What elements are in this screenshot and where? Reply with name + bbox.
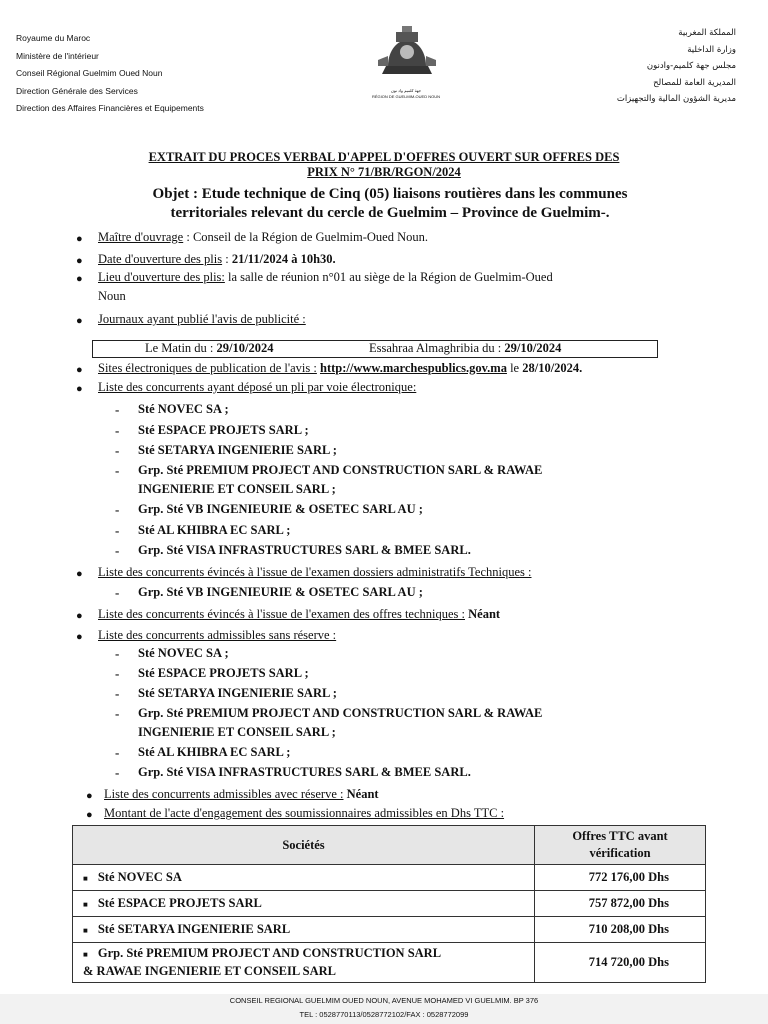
header-left-line: Direction Générale des Services <box>16 85 138 96</box>
header-right-line: مديرية الشؤون المالية والتجهيزات <box>616 94 736 104</box>
bullet-icon: ● <box>76 233 83 245</box>
societe-cell <box>73 917 535 943</box>
col-header-offres <box>535 826 706 865</box>
evinces-admin-label: Liste des concurrents évincés à l'issue de l'examen dossiers administratifs Techniques : <box>98 565 532 579</box>
societe-name: Sté NOVEC SA <box>97 870 182 884</box>
dash-marker: - <box>115 666 120 681</box>
objet-line: Objet : Etude technique de Cinq (05) liaisons routières dans les communes <box>152 186 628 202</box>
societe-line <box>83 945 533 963</box>
bullet-icon: ● <box>76 383 83 395</box>
societe-cell <box>73 943 535 983</box>
admissibles-reserve-value: Néant <box>343 787 379 801</box>
deposant-item-cont: INGENIERIE ET CONSEIL SARL ; <box>138 482 336 496</box>
header-right-line: وزارة الداخلية <box>687 44 736 55</box>
societe-cell <box>73 891 535 917</box>
dash-marker: - <box>115 443 120 458</box>
logo-caption-french: RÉGION DE GUELMIM-OUED NOUN <box>371 94 440 99</box>
deposant-item: Sté ESPACE PROJETS SARL ; <box>138 423 309 437</box>
bullet-icon: ● <box>86 809 93 821</box>
title-line: PRIX N° 71/BR/RGON/2024 <box>307 165 461 179</box>
objet-line: territoriales relevant du cercle de Guelmim – Province de Guelmim-. <box>170 205 610 221</box>
bullet-icon: ● <box>76 610 83 622</box>
journaux-label: Journaux ayant publié l'avis de publicité : <box>98 312 306 326</box>
footer <box>0 994 768 1024</box>
square-bullet-icon: ■ <box>83 925 88 935</box>
col-header-offres-line: vérification <box>589 846 651 860</box>
admissibles-reserve-label: Liste des concurrents admissibles avec réserve : <box>104 787 344 801</box>
sites-date: 28/10/2024. <box>522 361 583 375</box>
matin-label: Le Matin du : <box>145 341 217 355</box>
evinces-tech-value: Néant <box>465 607 501 621</box>
bullet-icon: ● <box>76 568 83 580</box>
evinces-tech-label: Liste des concurrents évincés à l'issue de l'examen des offres techniques : <box>98 607 465 621</box>
essahraa-date: 29/10/2024 <box>504 341 562 355</box>
montant-label: Montant de l'acte d'engagement des soumissionnaires admissibles en Dhs TTC : <box>104 806 505 820</box>
journal-essahraa <box>369 341 561 356</box>
maitre-value: : Conseil de la Région de Guelmim-Oued Noun. <box>183 230 428 244</box>
bullet-icon: ● <box>76 315 83 327</box>
date-sep: : <box>222 252 232 266</box>
dash-marker: - <box>115 765 120 780</box>
dash-marker: - <box>115 423 120 438</box>
societe-cell <box>73 865 535 891</box>
sites-publication <box>98 361 582 376</box>
maitre-ouvrage <box>98 230 428 245</box>
sites-label: Sites électroniques de publication de l'avis : <box>98 361 317 375</box>
lieu-value-cont: Noun <box>98 289 126 303</box>
journaux-box <box>92 340 658 358</box>
dash-marker: - <box>115 646 120 661</box>
matin-date: 29/10/2024 <box>216 341 274 355</box>
bullet-icon: ● <box>76 631 83 643</box>
header-right-block <box>617 25 736 108</box>
sites-suffix: le <box>506 361 523 375</box>
societe-name: Grp. Sté PREMIUM PROJECT AND CONSTRUCTION SARL <box>97 946 442 961</box>
deposant-item: Sté SETARYA INGENIERIE SARL ; <box>138 443 337 457</box>
dash-marker: - <box>115 745 120 760</box>
dash-marker: - <box>115 706 120 721</box>
lieu-ouverture <box>98 270 553 285</box>
logo-caption <box>360 88 452 100</box>
dash-marker: - <box>115 543 120 558</box>
lieu-value: la salle de réunion n°01 au siège de la Région de Guelmim-Oued <box>224 270 553 284</box>
societe-name-cont: & RAWAE INGENIERIE ET CONSEIL SARL <box>83 963 336 978</box>
societe-name: Sté ESPACE PROJETS SARL <box>97 896 262 910</box>
offre-cell: 772 176,00 Dhs <box>535 865 706 891</box>
admissible-item-cont: INGENIERIE ET CONSEIL SARL ; <box>138 725 336 739</box>
offre-cell: 757 872,00 Dhs <box>535 891 706 917</box>
admissible-item: Sté ESPACE PROJETS SARL ; <box>138 666 309 680</box>
admissible-item: Sté SETARYA INGENIERIE SARL ; <box>138 686 337 700</box>
header-left-line: Ministère de l'intérieur <box>16 50 99 61</box>
col-header-societes: Sociétés <box>73 826 535 865</box>
deposant-item: Sté AL KHIBRA EC SARL ; <box>138 523 291 537</box>
date-ouverture <box>98 252 336 267</box>
footer-address: CONSEIL REGIONAL GUELMIM OUED NOUN, AVENUE MOHAMED VI GUELMIM. BP 376 <box>229 996 539 1005</box>
lieu-label: Lieu d'ouverture des plis: <box>98 270 225 284</box>
admissibles-label: Liste des concurrents admissibles sans réserve : <box>98 628 337 642</box>
deposant-item: Grp. Sté VISA INFRASTRUCTURES SARL & BMEE SARL. <box>138 543 471 557</box>
header-right-line: مجلس جهة كلميم-وادنون <box>646 61 736 71</box>
square-bullet-icon: ■ <box>83 949 88 959</box>
deposants-label: Liste des concurrents ayant déposé un pli par voie électronique: <box>98 380 417 394</box>
dash-marker: - <box>115 402 120 417</box>
footer-contact: TEL : 0528770113/0528772102/FAX : 0528772099 <box>299 1010 469 1019</box>
evince-admin-item: Grp. Sté VB INGENIEURIE & OSETEC SARL AU ; <box>138 585 423 599</box>
deposant-item: Grp. Sté VB INGENIEURIE & OSETEC SARL AU ; <box>138 502 423 516</box>
header-left-line: Royaume du Maroc <box>16 33 91 43</box>
objet-heading <box>70 185 710 223</box>
dash-marker: - <box>115 585 120 600</box>
dash-marker: - <box>115 463 120 478</box>
header-left-line: Direction des Affaires Financières et Equipements <box>16 103 204 113</box>
header-right-line: المديرية العامة للمصالح <box>653 77 736 88</box>
admissible-item: Grp. Sté VISA INFRASTRUCTURES SARL & BMEE SARL. <box>138 765 471 779</box>
square-bullet-icon: ■ <box>83 899 88 909</box>
header-right-line: المملكة المغربية <box>678 28 736 38</box>
bullet-icon: ● <box>76 273 83 285</box>
essahraa-label: Essahraa Almaghribia du : <box>369 341 505 355</box>
table-row <box>73 891 706 917</box>
offre-cell: 710 208,00 Dhs <box>535 917 706 943</box>
journal-matin <box>145 341 273 356</box>
date-label: Date d'ouverture des plis <box>98 252 223 266</box>
admissibles-reserve <box>104 787 379 802</box>
dash-marker: - <box>115 686 120 701</box>
offers-table <box>72 825 706 983</box>
header-left-line: Conseil Régional Guelmim Oued Noun <box>16 68 163 78</box>
bullet-icon: ● <box>76 364 83 376</box>
document-title <box>90 150 678 180</box>
dash-marker: - <box>115 502 120 517</box>
table-row <box>73 865 706 891</box>
title-line: EXTRAIT DU PROCES VERBAL D'APPEL D'OFFRES OUVERT SUR OFFRES DES <box>148 150 620 164</box>
deposant-item: Sté NOVEC SA ; <box>138 402 229 416</box>
table-row <box>73 943 706 983</box>
deposant-item: Grp. Sté PREMIUM PROJECT AND CONSTRUCTION SARL & RAWAE <box>138 463 543 477</box>
societe-name: Sté SETARYA INGENIERIE SARL <box>97 922 291 936</box>
maitre-label: Maître d'ouvrage <box>98 230 184 244</box>
evinces-tech <box>98 607 500 622</box>
sites-url-link[interactable]: http://www.marchespublics.gov.ma <box>320 361 507 375</box>
logo-caption-arabic: جهة كلميم واد نون <box>390 88 422 93</box>
date-value: 21/11/2024 à 10h30. <box>231 252 336 266</box>
offre-cell: 714 720,00 Dhs <box>535 943 706 983</box>
square-bullet-icon: ■ <box>83 873 88 883</box>
col-header-offres-line: Offres TTC avant <box>572 829 668 843</box>
header-left-block <box>16 30 204 118</box>
admissible-item: Sté AL KHIBRA EC SARL ; <box>138 745 291 759</box>
admissible-item: Sté NOVEC SA ; <box>138 646 229 660</box>
bullet-icon: ● <box>86 790 93 802</box>
admissible-item: Grp. Sté PREMIUM PROJECT AND CONSTRUCTION SARL & RAWAE <box>138 706 543 720</box>
bullet-icon: ● <box>76 255 83 267</box>
table-row <box>73 917 706 943</box>
table-header-row <box>73 826 706 865</box>
dash-marker: - <box>115 523 120 538</box>
